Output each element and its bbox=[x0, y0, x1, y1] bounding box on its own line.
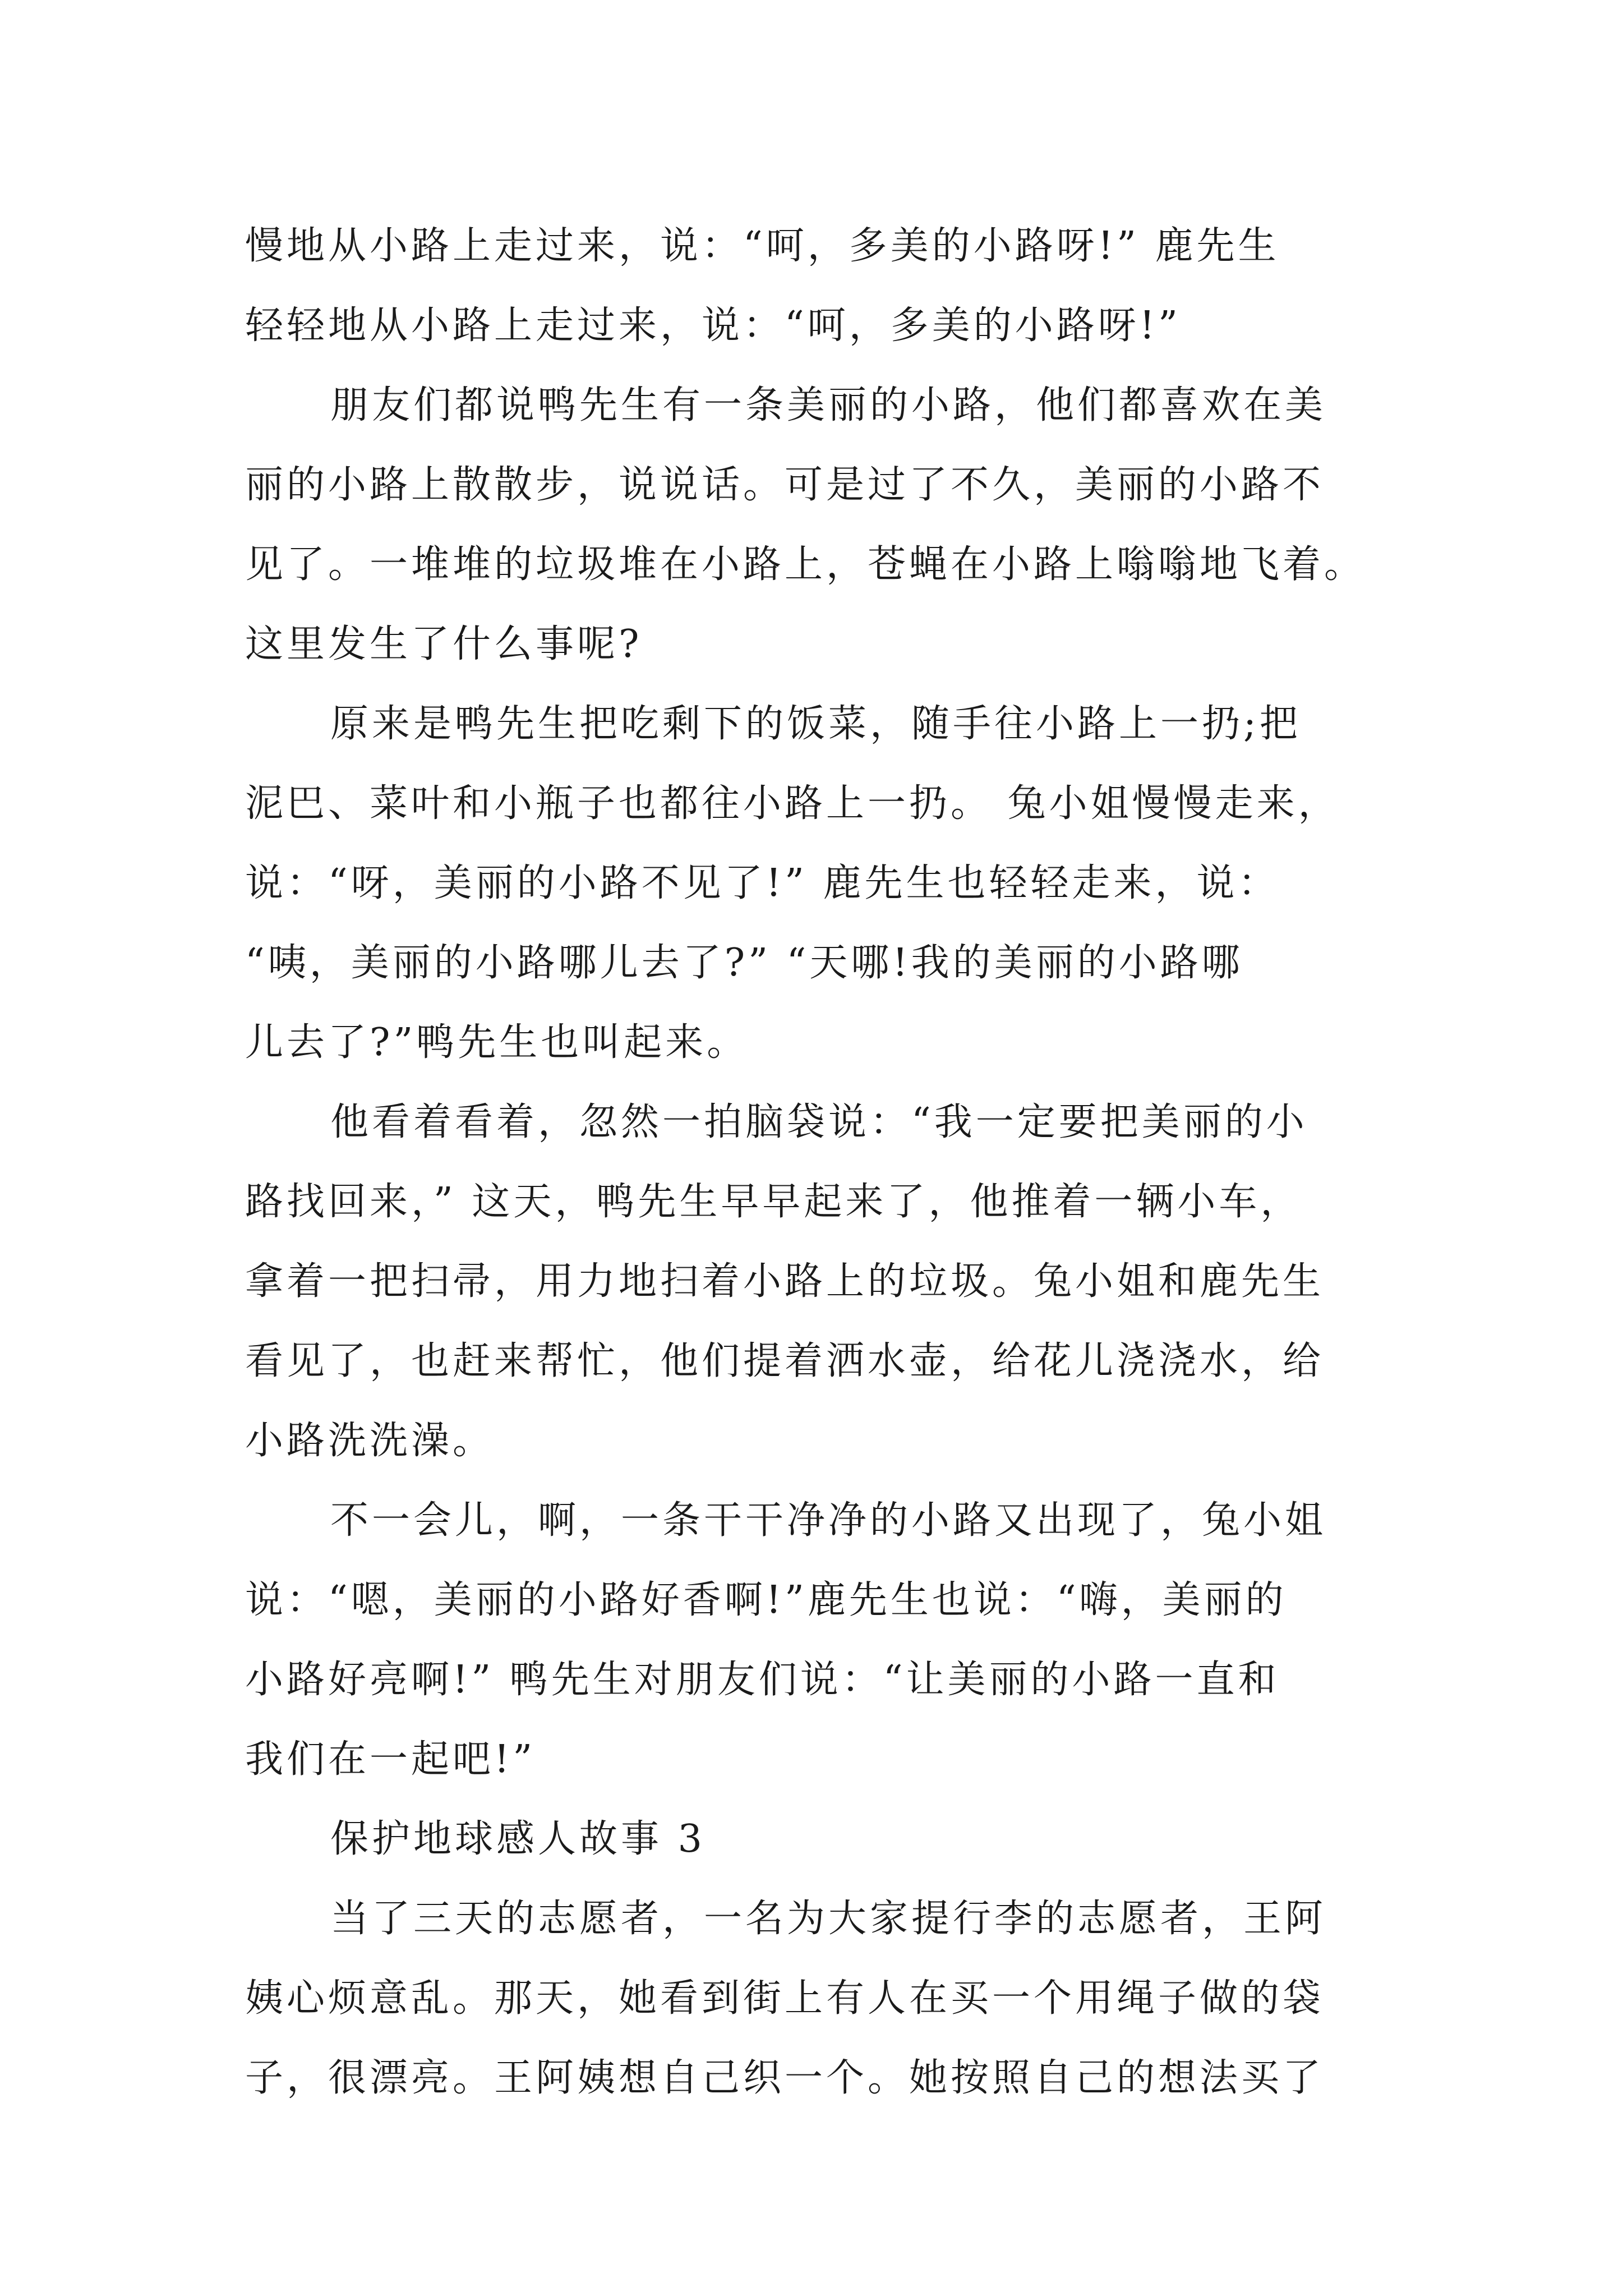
text-line: 见了。一堆堆的垃圾堆在小路上，苍蝇在小路上嗡嗡地飞着。 bbox=[245, 542, 1366, 587]
text-line: 子，很漂亮。王阿姨想自己织一个。她按照自己的想法买了 bbox=[245, 2056, 1325, 2100]
text-line: 泥巴、菜叶和小瓶子也都往小路上一扔。 兔小姐慢慢走来， bbox=[245, 781, 1340, 826]
paragraph-2 bbox=[245, 366, 1389, 684]
text-line: 慢地从小路上走过来，说：“呵，多美的小路呀!” 鹿先生 bbox=[245, 224, 1280, 268]
text-line: 当了三天的志愿者，一名为大家提行李的志愿者，王阿 bbox=[330, 1897, 1327, 1941]
text-line: 他看着看着，忽然一拍脑袋说：“我一定要把美丽的小 bbox=[330, 1100, 1308, 1144]
paragraph-4 bbox=[245, 1083, 1389, 1481]
text-line: 不一会儿，啊，一条干干净净的小路又出现了，兔小姐 bbox=[330, 1498, 1327, 1543]
paragraph-3 bbox=[245, 684, 1389, 1083]
text-line: 小路好亮啊!” 鸭先生对朋友们说：“让美丽的小路一直和 bbox=[245, 1658, 1280, 1702]
text-line: 小路洗洗澡。 bbox=[245, 1419, 495, 1463]
document-body bbox=[245, 206, 1389, 2118]
text-line: 原来是鸭先生把吃剩下的饭菜，随手往小路上一扔;把 bbox=[330, 702, 1301, 746]
paragraph-6 bbox=[245, 1879, 1389, 2118]
text-line: 丽的小路上散散步，说说话。可是过了不久，美丽的小路不 bbox=[245, 463, 1325, 507]
text-line: 这里发生了什么事呢? bbox=[245, 622, 643, 666]
text-line: “咦，美丽的小路哪儿去了?” “天哪!我的美丽的小路哪 bbox=[245, 941, 1243, 985]
text-line: 说：“呀，美丽的小路不见了!” 鹿先生也轻轻走来，说： bbox=[245, 861, 1280, 905]
paragraph-1 bbox=[245, 206, 1389, 366]
paragraph-5 bbox=[245, 1481, 1389, 1800]
text-line: 朋友们都说鸭先生有一条美丽的小路，他们都喜欢在美 bbox=[330, 383, 1327, 427]
text-line: 看见了，也赶来帮忙，他们提着洒水壶，给花儿浇浇水，给 bbox=[245, 1339, 1325, 1383]
text-line: 我们在一起吧!” bbox=[245, 1737, 536, 1782]
text-line: 轻轻地从小路上走过来，说：“呵，多美的小路呀!” bbox=[245, 303, 1181, 348]
section-heading bbox=[245, 1800, 1389, 1879]
section-title: 保护地球感人故事 3 bbox=[330, 1817, 706, 1861]
text-line: 说：“嗯，美丽的小路好香啊!”鹿先生也说：“嗨，美丽的 bbox=[245, 1578, 1287, 1622]
text-line: 拿着一把扫帚，用力地扫着小路上的垃圾。兔小姐和鹿先生 bbox=[245, 1259, 1325, 1304]
text-line: 儿去了?”鸭先生也叫起来。 bbox=[245, 1020, 749, 1065]
text-line: 路找回来，” 这天，鸭先生早早起来了，他推着一辆小车， bbox=[245, 1180, 1302, 1224]
text-line: 姨心烦意乱。那天，她看到街上有人在买一个用绳子做的袋 bbox=[245, 1976, 1325, 2021]
